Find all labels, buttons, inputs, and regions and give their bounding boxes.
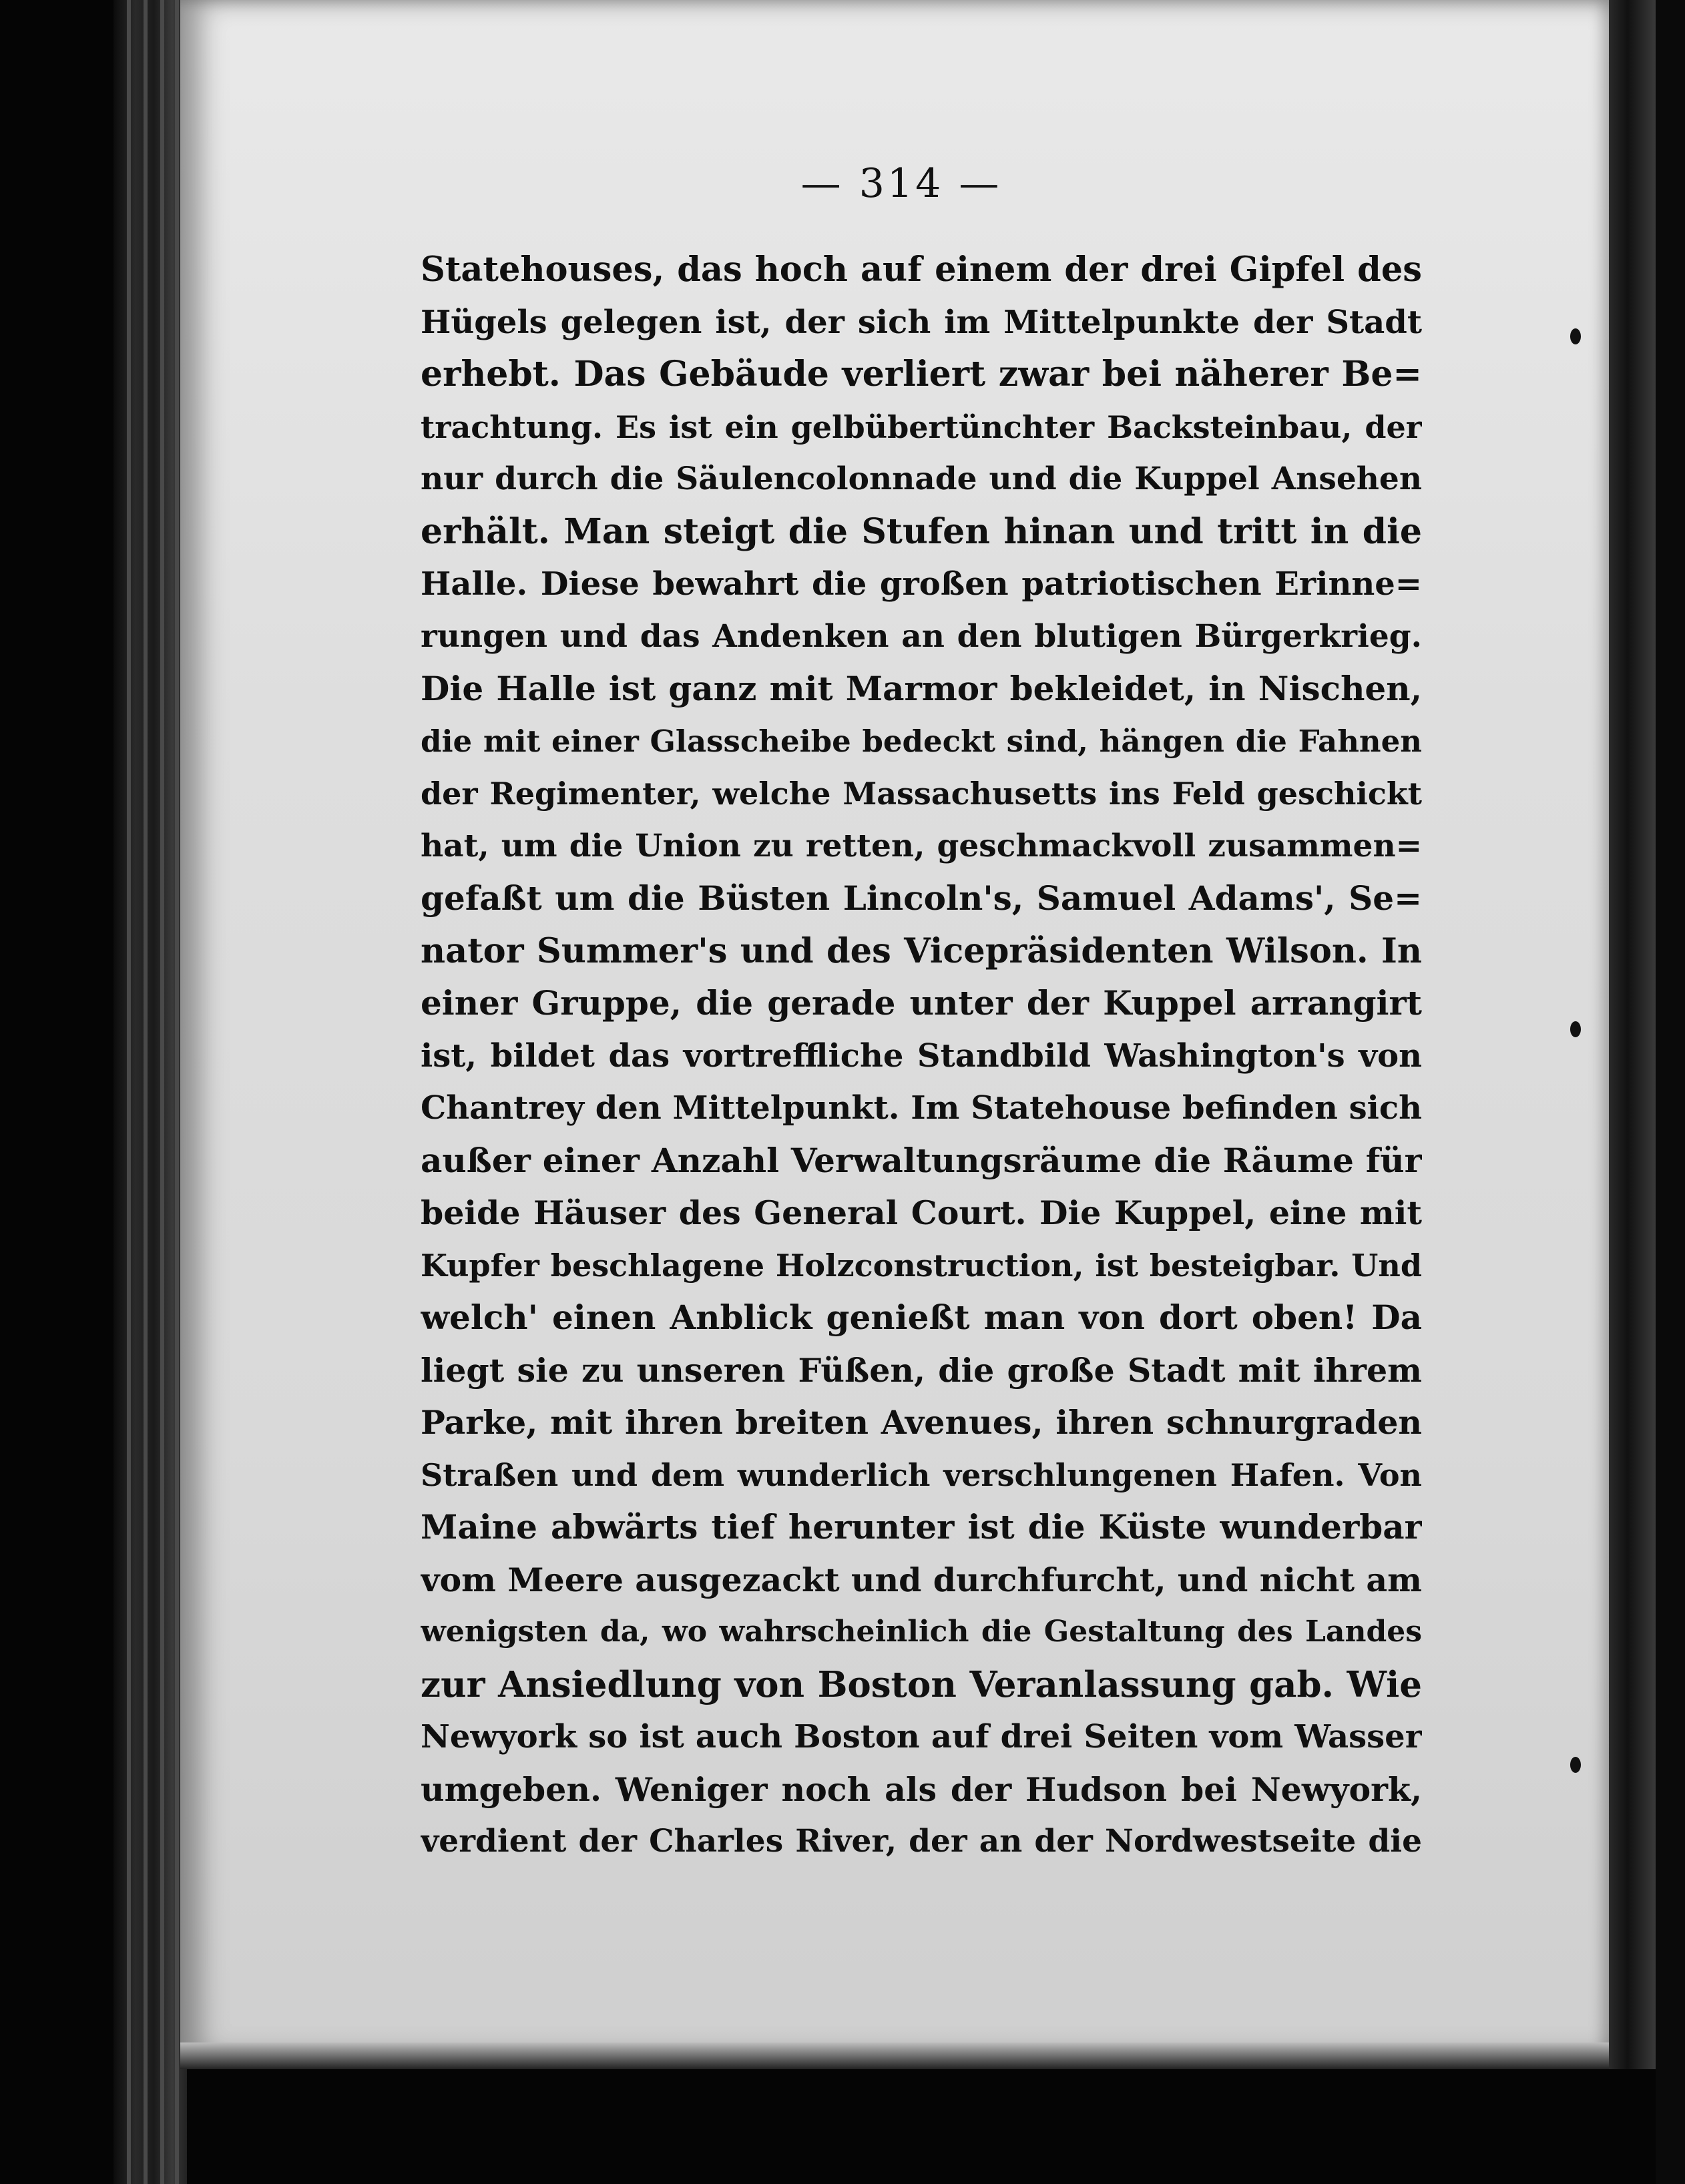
text-line: hat, um die Union zu retten, geschmackvoll zusammen=: [421, 827, 1422, 864]
text-line: außer einer Anzahl Verwaltungsräume die Räume für: [421, 1140, 1422, 1180]
text-line: Statehouses, das hoch auf einem der drei Gipfel des: [421, 250, 1422, 290]
text-line: Chantrey den Mittelpunkt. Im Statehouse befinden sich: [421, 1089, 1422, 1127]
text-line: Kupfer beschlagene Holzconstruction, ist besteigbar. Und: [421, 1247, 1422, 1284]
text-line: ist, bildet das vortreffliche Standbild Washington's von: [421, 1037, 1422, 1075]
binding-hole-mark: [1570, 1021, 1581, 1037]
text-line: zur Ansiedlung von Boston Veranlassung gab. Wie: [421, 1663, 1422, 1705]
text-line: Newyork so ist auch Boston auf drei Seiten vom Wasser: [421, 1718, 1422, 1755]
text-line: erhebt. Das Gebäude verliert zwar bei näherer Be=: [421, 354, 1422, 394]
text-line: Maine abwärts tief herunter ist die Küste wunderbar: [421, 1507, 1422, 1547]
book-spine: [113, 0, 187, 2184]
text-line: beide Häuser des General Court. Die Kuppel, eine mit: [421, 1193, 1422, 1232]
text-line: Hügels gelegen ist, der sich im Mittelpunkte der Stadt: [421, 303, 1422, 341]
page-number: — 314 —: [800, 160, 1002, 207]
binding-hole-mark: [1570, 1757, 1581, 1773]
page-stack-line: [160, 0, 164, 2184]
text-line: gefaßt um die Büsten Lincoln's, Samuel Adams', Se=: [421, 878, 1422, 918]
book-right-edge: [1609, 0, 1656, 2069]
text-line: umgeben. Weniger noch als der Hudson bei Newyork,: [421, 1769, 1422, 1809]
page-bottom-edge: [180, 2042, 1609, 2069]
text-line: verdient der Charles River, der an der Nordwestseite die: [421, 1823, 1422, 1860]
text-line: vom Meere ausgezackt und durchfurcht, und nicht am: [421, 1560, 1422, 1599]
binding-hole-mark: [1570, 328, 1581, 344]
text-line: liegt sie zu unseren Füßen, die große Stadt mit ihrem: [421, 1350, 1422, 1390]
page-stack-line: [175, 0, 179, 2184]
text-line: nur durch die Säulencolonnade und die Kuppel Ansehen: [421, 461, 1422, 497]
page-stack-line: [144, 0, 148, 2184]
text-line: rungen und das Andenken an den blutigen Bürgerkrieg.: [421, 617, 1422, 655]
text-line: welch' einen Anblick genießt man von dort oben! Da: [421, 1298, 1422, 1337]
text-line: wenigsten da, wo wahrscheinlich die Gestaltung des Landes: [421, 1615, 1422, 1649]
page-stack-line: [127, 0, 131, 2184]
text-line: der Regimenter, welche Massachusetts ins Feld geschickt: [421, 776, 1422, 812]
text-line: nator Summer's und des Vicepräsidenten Wilson. In: [421, 930, 1422, 971]
text-line: die mit einer Glasscheibe bedeckt sind, hängen die Fahnen: [421, 723, 1422, 759]
text-line: Straßen und dem wunderlich verschlungenen Hafen. Von: [421, 1456, 1422, 1493]
text-line: einer Gruppe, die gerade unter der Kuppel arrangirt: [421, 983, 1422, 1023]
text-line: Die Halle ist ganz mit Marmor bekleidet, in Nischen,: [421, 669, 1422, 708]
text-line: trachtung. Es ist ein gelbübertünchter Backsteinbau, der: [421, 408, 1422, 445]
text-line: Parke, mit ihren breiten Avenues, ihren schnurgraden: [421, 1403, 1422, 1442]
text-line: Halle. Diese bewahrt die großen patriotischen Erinne=: [421, 565, 1422, 603]
text-line: erhält. Man steigt die Stufen hinan und tritt in die: [421, 511, 1422, 552]
scan-right-border: [1656, 0, 1685, 2184]
body-text: [421, 244, 1422, 1868]
